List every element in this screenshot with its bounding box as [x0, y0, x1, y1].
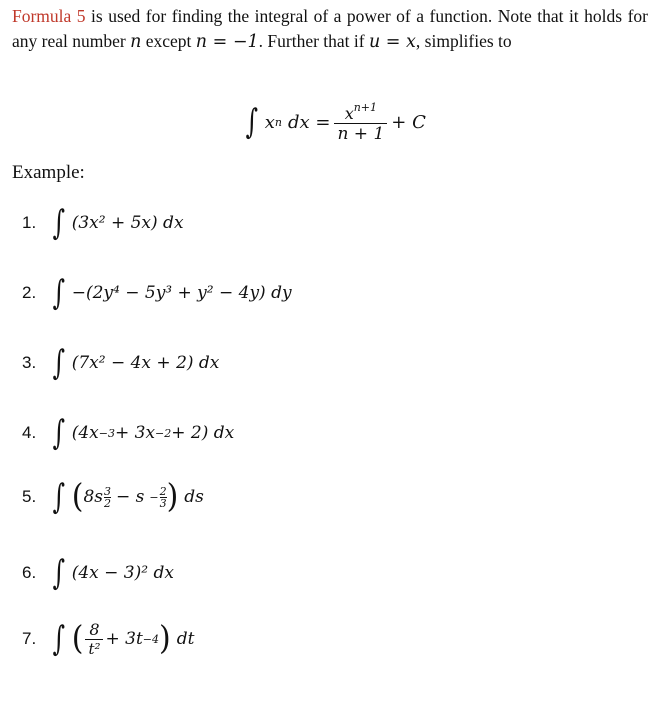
example-mid: − s: [115, 487, 145, 507]
exp-den: 3: [159, 496, 167, 510]
intro-paragraph: [12, 4, 648, 55]
example-body: −(2y⁴ − 5y³ + y² − 4y) dy: [71, 283, 292, 303]
example-1: [22, 203, 184, 243]
right-paren: ): [159, 619, 171, 658]
exp-num: 2: [159, 484, 167, 498]
power-rule-formula: [243, 94, 426, 150]
example-term-a: (4x: [71, 423, 99, 443]
intro-condition: n = −1: [195, 32, 259, 52]
example-3: [22, 343, 220, 383]
left-paren: (: [71, 477, 84, 516]
integral-sign-icon: ∫: [52, 619, 66, 659]
formula-lhs: x: [264, 111, 275, 133]
example-exp-a: −3: [98, 426, 115, 440]
formula-dx: dx =: [287, 111, 331, 133]
exp-den: 2: [103, 496, 111, 510]
intro-text-3: . Further that if: [258, 31, 369, 51]
example-number: 2.: [22, 283, 37, 302]
exp-num: 3: [103, 484, 111, 498]
intro-condition-2: u = x: [368, 32, 416, 52]
example-number: 5.: [22, 487, 37, 506]
example-number: 1.: [22, 213, 37, 232]
formula-constant: + C: [391, 111, 426, 133]
example-number: 7.: [22, 629, 37, 648]
integral-sign-icon: ∫: [52, 413, 66, 453]
example-number: 4.: [22, 423, 37, 442]
example-fraction: [85, 620, 103, 658]
frac-den: t²: [85, 639, 103, 658]
example-4: [22, 413, 235, 453]
formula-den: n + 1: [334, 123, 387, 144]
formula-num-exp: n+1: [353, 100, 378, 114]
example-2: [22, 273, 292, 313]
exponent-fraction-1: [104, 486, 111, 509]
example-number: 3.: [22, 353, 37, 372]
integral-sign-icon: ∫: [52, 553, 66, 593]
integral-sign-icon: ∫: [52, 477, 66, 517]
intro-text-2: except: [141, 31, 196, 51]
example-exp-b: −2: [155, 426, 172, 440]
example-number: 6.: [22, 563, 37, 582]
example-7: [22, 620, 194, 658]
example-term-a: 8s: [83, 487, 103, 507]
formula-num: x: [344, 103, 354, 123]
integral-sign-icon: ∫: [245, 102, 259, 142]
integral-sign-icon: ∫: [52, 273, 66, 313]
intro-text-4: , simplifies to: [415, 31, 512, 51]
left-paren: (: [71, 619, 84, 658]
example-body: (3x² + 5x) dx: [71, 213, 184, 233]
exponent-fraction-2: − $\frac{2}{3}$: [149, 484, 167, 510]
frac-num: 8: [89, 620, 100, 639]
formula-5-link[interactable]: Formula 5: [12, 6, 86, 26]
example-mid-exp: −4: [142, 632, 159, 646]
example-tail: dt: [176, 629, 195, 649]
right-paren: ): [166, 477, 179, 516]
example-term-b: + 3x: [114, 423, 156, 443]
example-5: [22, 477, 204, 517]
integral-sign-icon: ∫: [52, 203, 66, 243]
example-body: (4x − 3)² dx: [71, 563, 174, 583]
example-label: Example:: [12, 162, 85, 183]
example-tail: ds: [184, 487, 204, 507]
example-term-c: + 2) dx: [171, 423, 235, 443]
example-mid: + 3t: [105, 629, 143, 649]
example-body: (7x² − 4x + 2) dx: [71, 353, 220, 373]
intro-var-n: n: [130, 32, 142, 52]
example-6: [22, 553, 174, 593]
intro-text-1: is used for finding the integral of a power of a function. Note that it holds for any real number: [12, 6, 648, 51]
formula-lhs-exp: n: [274, 115, 282, 129]
integral-sign-icon: ∫: [52, 343, 66, 383]
formula-fraction: [334, 101, 387, 144]
